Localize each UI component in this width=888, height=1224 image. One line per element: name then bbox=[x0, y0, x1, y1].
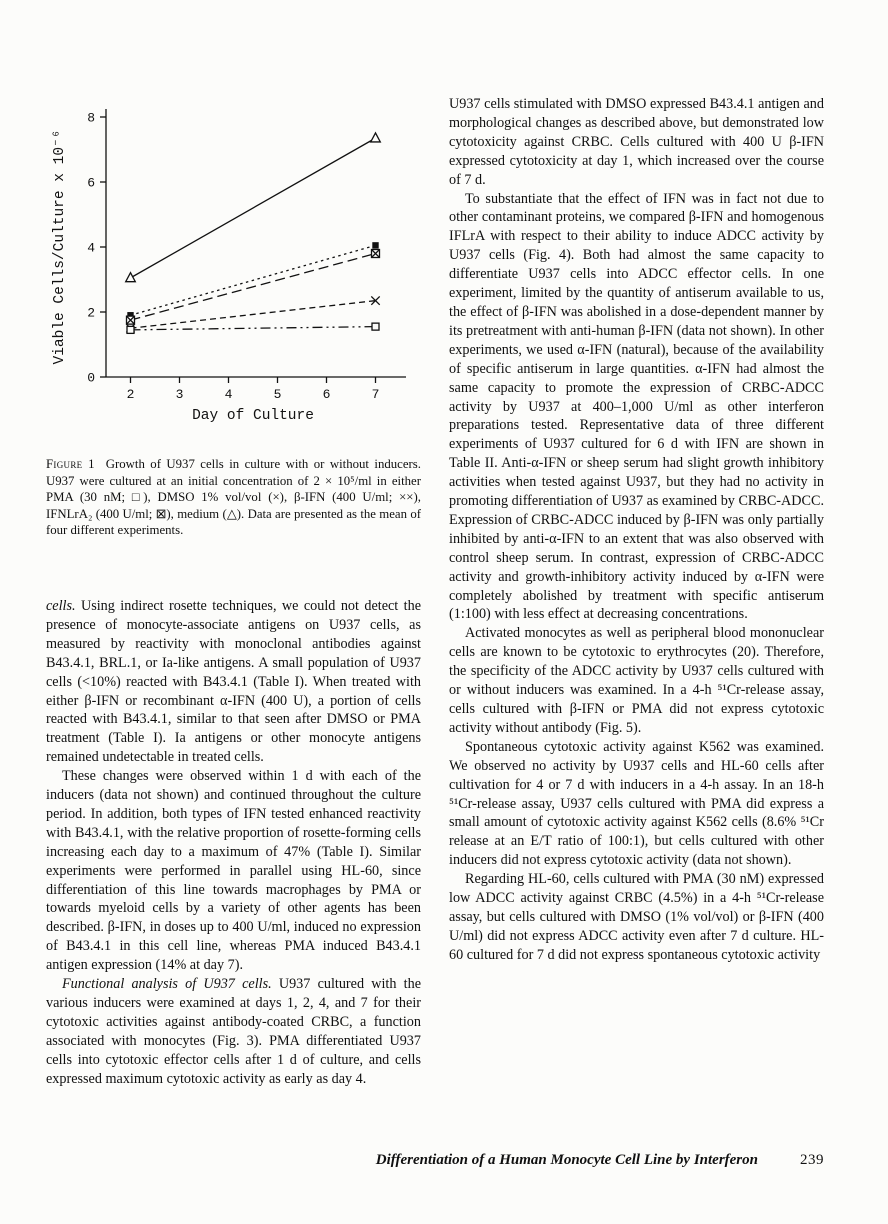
figure-1-caption bbox=[46, 456, 421, 539]
left-column-text bbox=[46, 597, 421, 1089]
svg-text:6: 6 bbox=[322, 387, 331, 402]
paragraph: Functional analysis of U937 cells. U937 cultured with the various inducers were examined at days 1, 2, 4, and 7 for their cytotoxic activities against antibody-coated CRBC, a function associated with monocytes (Fig. 3). PMA differentiated U937 cells into cytotoxic effector cells after 1 d of culture, and cells expressed maximum cytotoxic activity as early as day 4. bbox=[46, 976, 421, 1087]
svg-text:0: 0 bbox=[87, 370, 95, 386]
svg-text:6: 6 bbox=[87, 175, 95, 191]
paragraph-lead: cells. bbox=[46, 597, 81, 614]
paragraph: U937 cells stimulated with DMSO expressed B43.4.1 antigen and morphological changes as described above, but demonstrated low cytotoxicity against CRBC. Cells cultured with 400 U β-IFN expressed cytotoxicity at day 1, which increased over the course of 7 d. bbox=[449, 96, 824, 188]
svg-text:3: 3 bbox=[175, 387, 184, 402]
figure-1-chart-area bbox=[48, 95, 421, 442]
page-number: 239 bbox=[800, 1152, 824, 1168]
svg-text:4: 4 bbox=[87, 240, 95, 256]
paragraph: Regarding HL-60, cells cultured with PMA (30 nM) expressed low ADCC activity against CRBC (4.5%) in a 4-h ⁵¹Cr-release assay, but cells cultured with DMSO (1% vol/vol) or β-IFN (400 U/ml) did not express ADCC activity even after 7 d culture. HL-60 cultured for 7 d did not express spontaneous cytotoxic activity bbox=[449, 871, 824, 963]
svg-text:4: 4 bbox=[224, 387, 233, 402]
paragraph: These changes were observed within 1 d with each of the inducers (data not shown) and continued throughout the culture period. In addition, both types of IFN tested enhanced reactivity with B43.4.1, with the relative proportion of rosette-forming cells increasing each day to a maximum of 47% (Table I). Similar experiments were performed in parallel using HL-60, since differentiation of this line towards macrophages by PMA or towards myeloid cells by a variety of other agents has been described. β-IFN, in doses up to 400 U/ml, induced no expression of B43.4.1 in this cell line, whereas PMA induced B43.4.1 antigen expression (14% at day 7). bbox=[46, 768, 421, 974]
paragraph: cells. Using indirect rosette techniques, we could not detect the presence of monocyte-associate antigens on U937 cells, as measured by reactivity with monoclonal antibodies against B43.4.1, BRL.1, or Ia-like antigens. A small population of U937 cells (<10%) reacted with B43.4.1 (Table I). When treated with either β-IFN or recombinant α-IFN (400 U), a portion of cells reacted with B43.4.1, similar to that seen after DMSO or PMA treatment (Table I). Ia antigens or other monocyte antigens remained undetectable in treated cells. bbox=[46, 597, 421, 766]
svg-text:7: 7 bbox=[371, 387, 380, 402]
left-column bbox=[46, 95, 421, 1147]
svg-text:Viable Cells/Culture x 10⁻⁶: Viable Cells/Culture x 10⁻⁶ bbox=[52, 129, 68, 365]
svg-text:5: 5 bbox=[273, 387, 282, 402]
right-column-text bbox=[449, 95, 824, 1147]
svg-text:8: 8 bbox=[87, 110, 95, 126]
paragraph-lead: Functional analysis of U937 cells. bbox=[62, 976, 279, 993]
figure-label: Figure 1 bbox=[46, 457, 95, 471]
paragraph: Activated monocytes as well as peripheral blood mononuclear cells are known to be cytotoxic to erythrocytes (20). Therefore, the specificity of the ADCC activity by U937 cells cultured with or without inducers was examined. In a 4-h ⁵¹Cr-release assay, cells cultured with β-IFN or PMA did not express cytotoxic activity without antibody (Fig. 5). bbox=[449, 625, 824, 736]
running-title: Differentiation of a Human Monocyte Cell Line by Interferon bbox=[375, 1152, 758, 1168]
figure-1 bbox=[46, 95, 421, 539]
figure-caption-text: Growth of U937 cells in culture with or without inducers. U937 were cultured at an initial concentration of 2 × 10⁵/ml in either PMA (30 nM; □), DMSO 1% vol/vol (×), β-IFN (400 U/ml; ××), IFNLrA₂ (400 U/ml; ⊠), medium (△). Data are presented as the mean of four different experiments. bbox=[46, 457, 421, 538]
paragraph: To substantiate that the effect of IFN was in fact not due to other contaminant proteins, we compared β-IFN and homogenous IFLrA with respect to their ability to induce ADCC activity by U937 cells (Fig. 4). Both had almost the same capacity to differentiate U937 cells into ADCC effector cells. In one experiment, limited by the quantity of antiserum available to us, the effect of β-IFN was abolished in a dose-dependent manner by its pretreatment with anti-human β-IFN (data not shown). In other experiments, we used α-IFN (natural), because of the availability of specific antiserum in large quantities. α-IFN had almost the same capacity to promote the expression of CRBC-ADCC activity by U937 at 400–1,000 U/ml as other interferon preparations tested. Representative data of three different experiments of U937 cultured for 6 d with IFN are shown in Table II. Anti-α-IFN or sheep serum had slight growth inhibitory activities when tested against U937, but they had no activity in promoting differentiation of U937 as examined by CRBC-ADCC. Expression of CRBC-ADCC induced by β-IFN was only partially inhibited by anti-α-IFN to an extent that was also observed with control sheep serum. In contrast, expression of CRBC-ADCC activity and growth-inhibitory activity induced by α-IFN were completely abolished by treatment with specific antiserum (1:100) with less effect at decreasing concentrations. bbox=[449, 190, 824, 623]
growth-line-chart bbox=[48, 95, 420, 437]
page-footer bbox=[46, 1152, 824, 1169]
two-column-body bbox=[46, 95, 824, 1147]
svg-text:2: 2 bbox=[87, 305, 95, 321]
paragraph: Spontaneous cytotoxic activity against K562 was examined. We observed no activity by U937 cells and HL-60 cells after cultivation for 4 or 7 d with inducers in a 4-h assay. In an 18-h ⁵¹Cr-release assay, U937 cells cultured with PMA did express a small amount of cytotoxic activity against K562 cells (8.6% ⁵¹Cr release at an E/T ratio of 100:1), but cells cultured with other inducers did not express cytotoxic activity (data not shown). bbox=[449, 738, 824, 869]
svg-text:2: 2 bbox=[126, 387, 135, 402]
svg-text:Day of Culture: Day of Culture bbox=[192, 408, 314, 424]
